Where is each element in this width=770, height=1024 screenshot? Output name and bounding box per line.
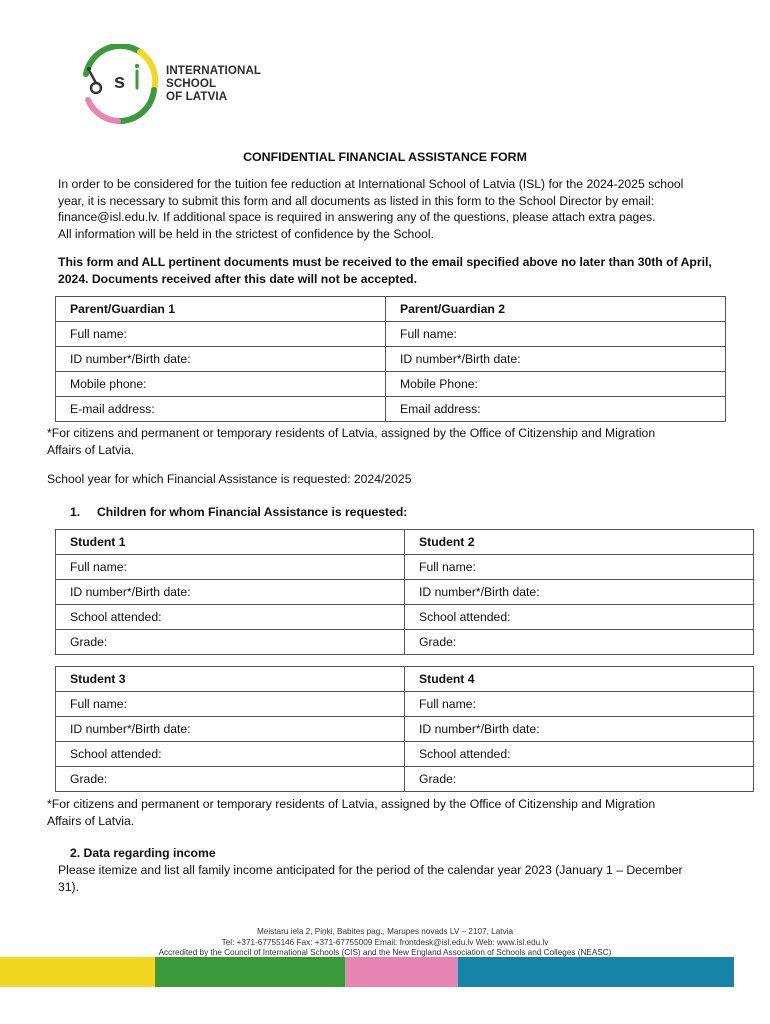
svg-text:s: s	[114, 71, 126, 93]
parent-2-id-field[interactable]: ID number*/Birth date:	[386, 347, 726, 372]
footer-bar-pink	[345, 957, 458, 987]
intro-line: year, it is necessary to submit this form and all documents as listed in this form to the School Director by email:	[58, 193, 655, 208]
students-table-1	[55, 529, 754, 655]
table-row	[56, 580, 754, 605]
parent-1-header: Parent/Guardian 1	[56, 297, 386, 322]
parent-2-email-field[interactable]: Email address:	[386, 397, 726, 422]
student-3-id-field[interactable]: ID number*/Birth date:	[56, 717, 405, 742]
table-row	[56, 397, 726, 422]
footer-address: Meistaru iela 2, Piņķi, Babites pag., Marupes novads LV – 2107, Latvia	[256, 927, 514, 936]
intro-line: All information will be held in the strictest of confidence by the School.	[58, 226, 434, 241]
table-row	[56, 630, 754, 655]
student-4-full-name-field[interactable]: Full name:	[405, 692, 754, 717]
table-row	[56, 605, 754, 630]
logo-wordmark	[166, 64, 261, 103]
parent-2-full-name-field[interactable]: Full name:	[386, 322, 726, 347]
school-year-text: School year for which Financial Assistance is requested: 2024/2025	[47, 472, 412, 486]
footer-bar-yellow	[0, 957, 155, 987]
student-3-header: Student 3	[56, 667, 405, 692]
parent-1-full-name-field[interactable]: Full name:	[56, 322, 386, 347]
student-4-grade-field[interactable]: Grade:	[405, 767, 754, 792]
table-row	[56, 555, 754, 580]
deadline-line: This form and ALL pertinent documents must be received to the email specified above no later than 30th of April,	[58, 255, 712, 269]
intro-line: In order to be considered for the tuition fee reduction at International School of Latvia (ISL) for the 2024-2025 school	[58, 177, 684, 191]
parent-1-email-field[interactable]: E-mail address:	[56, 397, 386, 422]
parent-2-mobile-field[interactable]: Mobile Phone:	[386, 372, 726, 397]
students-table-2	[55, 666, 754, 792]
table-row	[56, 347, 726, 372]
section-2-text	[58, 862, 738, 895]
page-footer	[0, 927, 770, 959]
parent-1-mobile-field[interactable]: Mobile phone:	[56, 372, 386, 397]
footnote-line: Affairs of Latvia.	[47, 813, 135, 828]
deadline-line: 2024. Documents received after this date will not be accepted.	[58, 271, 417, 286]
logo-emblem-icon	[78, 44, 162, 128]
student-3-grade-field[interactable]: Grade:	[56, 767, 405, 792]
student-1-grade-field[interactable]: Grade:	[56, 630, 405, 655]
student-4-header: Student 4	[405, 667, 754, 692]
citizenship-footnote-2	[47, 796, 737, 829]
student-1-id-field[interactable]: ID number*/Birth date:	[56, 580, 405, 605]
citizenship-footnote	[47, 425, 737, 458]
student-2-header: Student 2	[405, 530, 754, 555]
section-2-heading: 2. Data regarding income	[70, 846, 216, 860]
table-row	[56, 742, 754, 767]
footer-bar-green	[155, 957, 345, 987]
student-3-school-field[interactable]: School attended:	[56, 742, 405, 767]
student-2-full-name-field[interactable]: Full name:	[405, 555, 754, 580]
footer-contact: Tel: +371-67755146 Fax: +371-67755009 Email: frontdesk@isl.edu.lv Web: www.isl.edu.lv	[221, 937, 549, 947]
table-row	[56, 717, 754, 742]
footnote-line: Affairs of Latvia.	[47, 442, 135, 457]
student-1-full-name-field[interactable]: Full name:	[56, 555, 405, 580]
table-row	[56, 692, 754, 717]
student-1-header: Student 1	[56, 530, 405, 555]
intro-paragraph	[58, 176, 728, 242]
section-1-title: Children for whom Financial Assistance is requested:	[96, 505, 408, 519]
form-title: CONFIDENTIAL FINANCIAL ASSISTANCE FORM	[243, 150, 527, 164]
student-4-school-field[interactable]: School attended:	[405, 742, 754, 767]
student-2-id-field[interactable]: ID number*/Birth date:	[405, 580, 754, 605]
parents-table	[55, 296, 726, 422]
table-row	[56, 372, 726, 397]
section-1-number: 1.	[70, 505, 81, 519]
student-3-full-name-field[interactable]: Full name:	[56, 692, 405, 717]
logo-line-2: SCHOOL	[166, 77, 217, 90]
student-1-school-field[interactable]: School attended:	[56, 605, 405, 630]
student-2-school-field[interactable]: School attended:	[405, 605, 754, 630]
section-2-line: 31).	[58, 879, 80, 894]
logo-line-1: INTERNATIONAL	[166, 64, 262, 77]
parent-1-id-field[interactable]: ID number*/Birth date:	[56, 347, 386, 372]
student-2-grade-field[interactable]: Grade:	[405, 630, 754, 655]
school-logo	[78, 44, 278, 128]
section-1-heading	[70, 504, 407, 521]
footer-accreditation: Accredited by the Council of International Schools (CIS) and the New England Association of Schools and Colleges (NEASC)	[158, 948, 612, 957]
logo-line-3: OF LATVIA	[166, 90, 228, 103]
student-4-id-field[interactable]: ID number*/Birth date:	[405, 717, 754, 742]
table-header-row	[56, 667, 754, 692]
footnote-line: *For citizens and permanent or temporary residents of Latvia, assigned by the Office of Citizenship and Migration	[47, 426, 656, 440]
deadline-notice	[58, 254, 728, 287]
table-header-row	[56, 530, 754, 555]
footer-bar-blue	[458, 957, 734, 987]
table-header-row	[56, 297, 726, 322]
intro-line: finance@isl.edu.lv. If additional space is required in answering any of the questions, please attach extra pages.	[58, 210, 656, 224]
footnote-line: *For citizens and permanent or temporary residents of Latvia, assigned by the Office of Citizenship and Migration	[47, 797, 656, 811]
parent-2-header: Parent/Guardian 2	[386, 297, 726, 322]
section-2-line: Please itemize and list all family income anticipated for the period of the calendar year 2023 (January 1 – December	[58, 863, 683, 877]
table-row	[56, 767, 754, 792]
table-row	[56, 322, 726, 347]
